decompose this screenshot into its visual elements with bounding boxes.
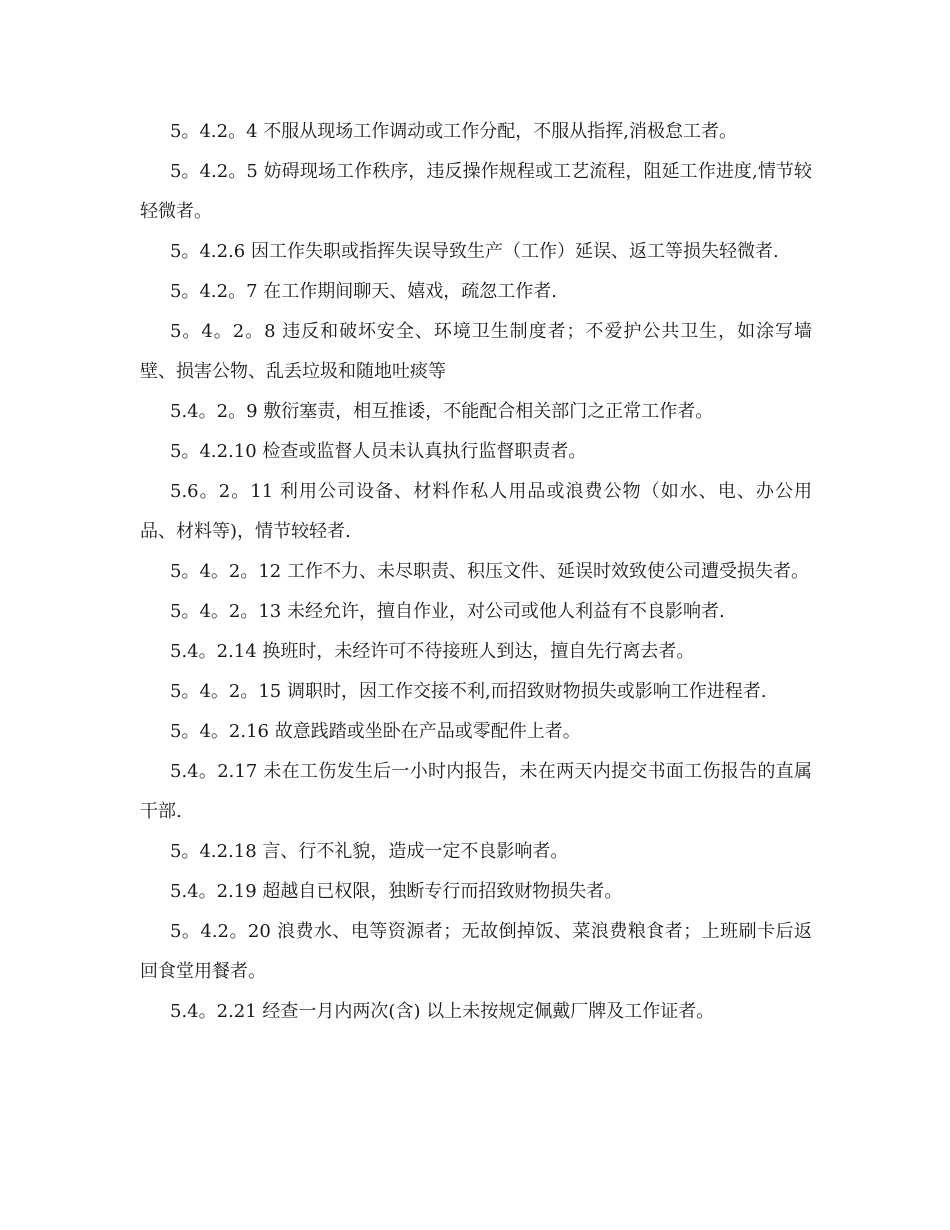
clause-5-4-2-15: 5。4。2。15 调职时，因工作交接不利,而招致财物损失或影响工作进程者. (170, 681, 767, 702)
clause-5-4-2-8: 5。4。2。8 违反和破坏安全、环境卫生制度者；不爱护公共卫生，如涂写墙壁、损害公物、乱丢垃圾和随地吐痰等 (140, 321, 812, 382)
clause-5-4-2-5: 5。4.2。5 妨碍现场工作秩序，违反操作规程或工艺流程，阻延工作进度,情节较轻微者。 (140, 161, 812, 222)
clause-5-4-2-12: 5。4。2。12 工作不力、未尽职责、积压文件、延误时效致使公司遭受损失者。 (170, 561, 809, 582)
clause-5-4-2-21: 5.4。2.21 经查一月内两次(含) 以上未按规定佩戴厂牌及工作证者。 (170, 1001, 715, 1022)
clause-5-4-2-13: 5。4。2。13 未经允许，擅自作业，对公司或他人利益有不良影响者. (170, 601, 725, 622)
clause-5-4-2-17: 5.4。2.17 未在工伤发生后一小时内报告，未在两天内提交书面工伤报告的直属干部. (140, 761, 812, 822)
clause-5-4-2-9: 5.4。2。9 敷衍塞责，相互推诿，不能配合相关部门之正常工作者。 (170, 401, 714, 422)
clause-5-4-2-7: 5。4.2。7 在工作期间聊天、嬉戏，疏忽工作者. (170, 281, 557, 302)
clause-5-6-2-11: 5.6。2。11 利用公司设备、材料作私人用品或浪费公物（如水、电、办公用品、材料等)，情节较轻者. (140, 481, 812, 542)
document-body (140, 112, 812, 1032)
clause-5-4-2-18: 5。4.2.18 言、行不礼貌，造成一定不良影响者。 (170, 841, 569, 862)
clause-5-4-2-19: 5.4。2.19 超越自已权限，独断专行而招致财物损失者。 (170, 881, 623, 902)
clause-5-4-2-14: 5.4。2.14 换班时，未经许可不待接班人到达，擅自先行离去者。 (170, 641, 695, 662)
clause-5-4-2-4: 5。4.2。4 不服从现场工作调动或工作分配，不服从指挥,消极怠工者。 (170, 121, 737, 142)
clause-5-4-2-16: 5。4。2.16 故意践踏或坐卧在产品或零配件上者。 (170, 721, 581, 742)
clause-5-4-2-6: 5。4.2.6 因工作失职或指挥失误导致生产（工作）延误、返工等损失轻微者. (170, 241, 779, 262)
clause-5-4-2-20: 5。4.2。20 浪费水、电等资源者；无故倒掉饭、菜浪费粮食者；上班刷卡后返回食堂用餐者。 (140, 921, 812, 982)
clause-5-4-2-10: 5。4.2.10 检查或监督人员未认真执行监督职责者。 (170, 441, 587, 462)
